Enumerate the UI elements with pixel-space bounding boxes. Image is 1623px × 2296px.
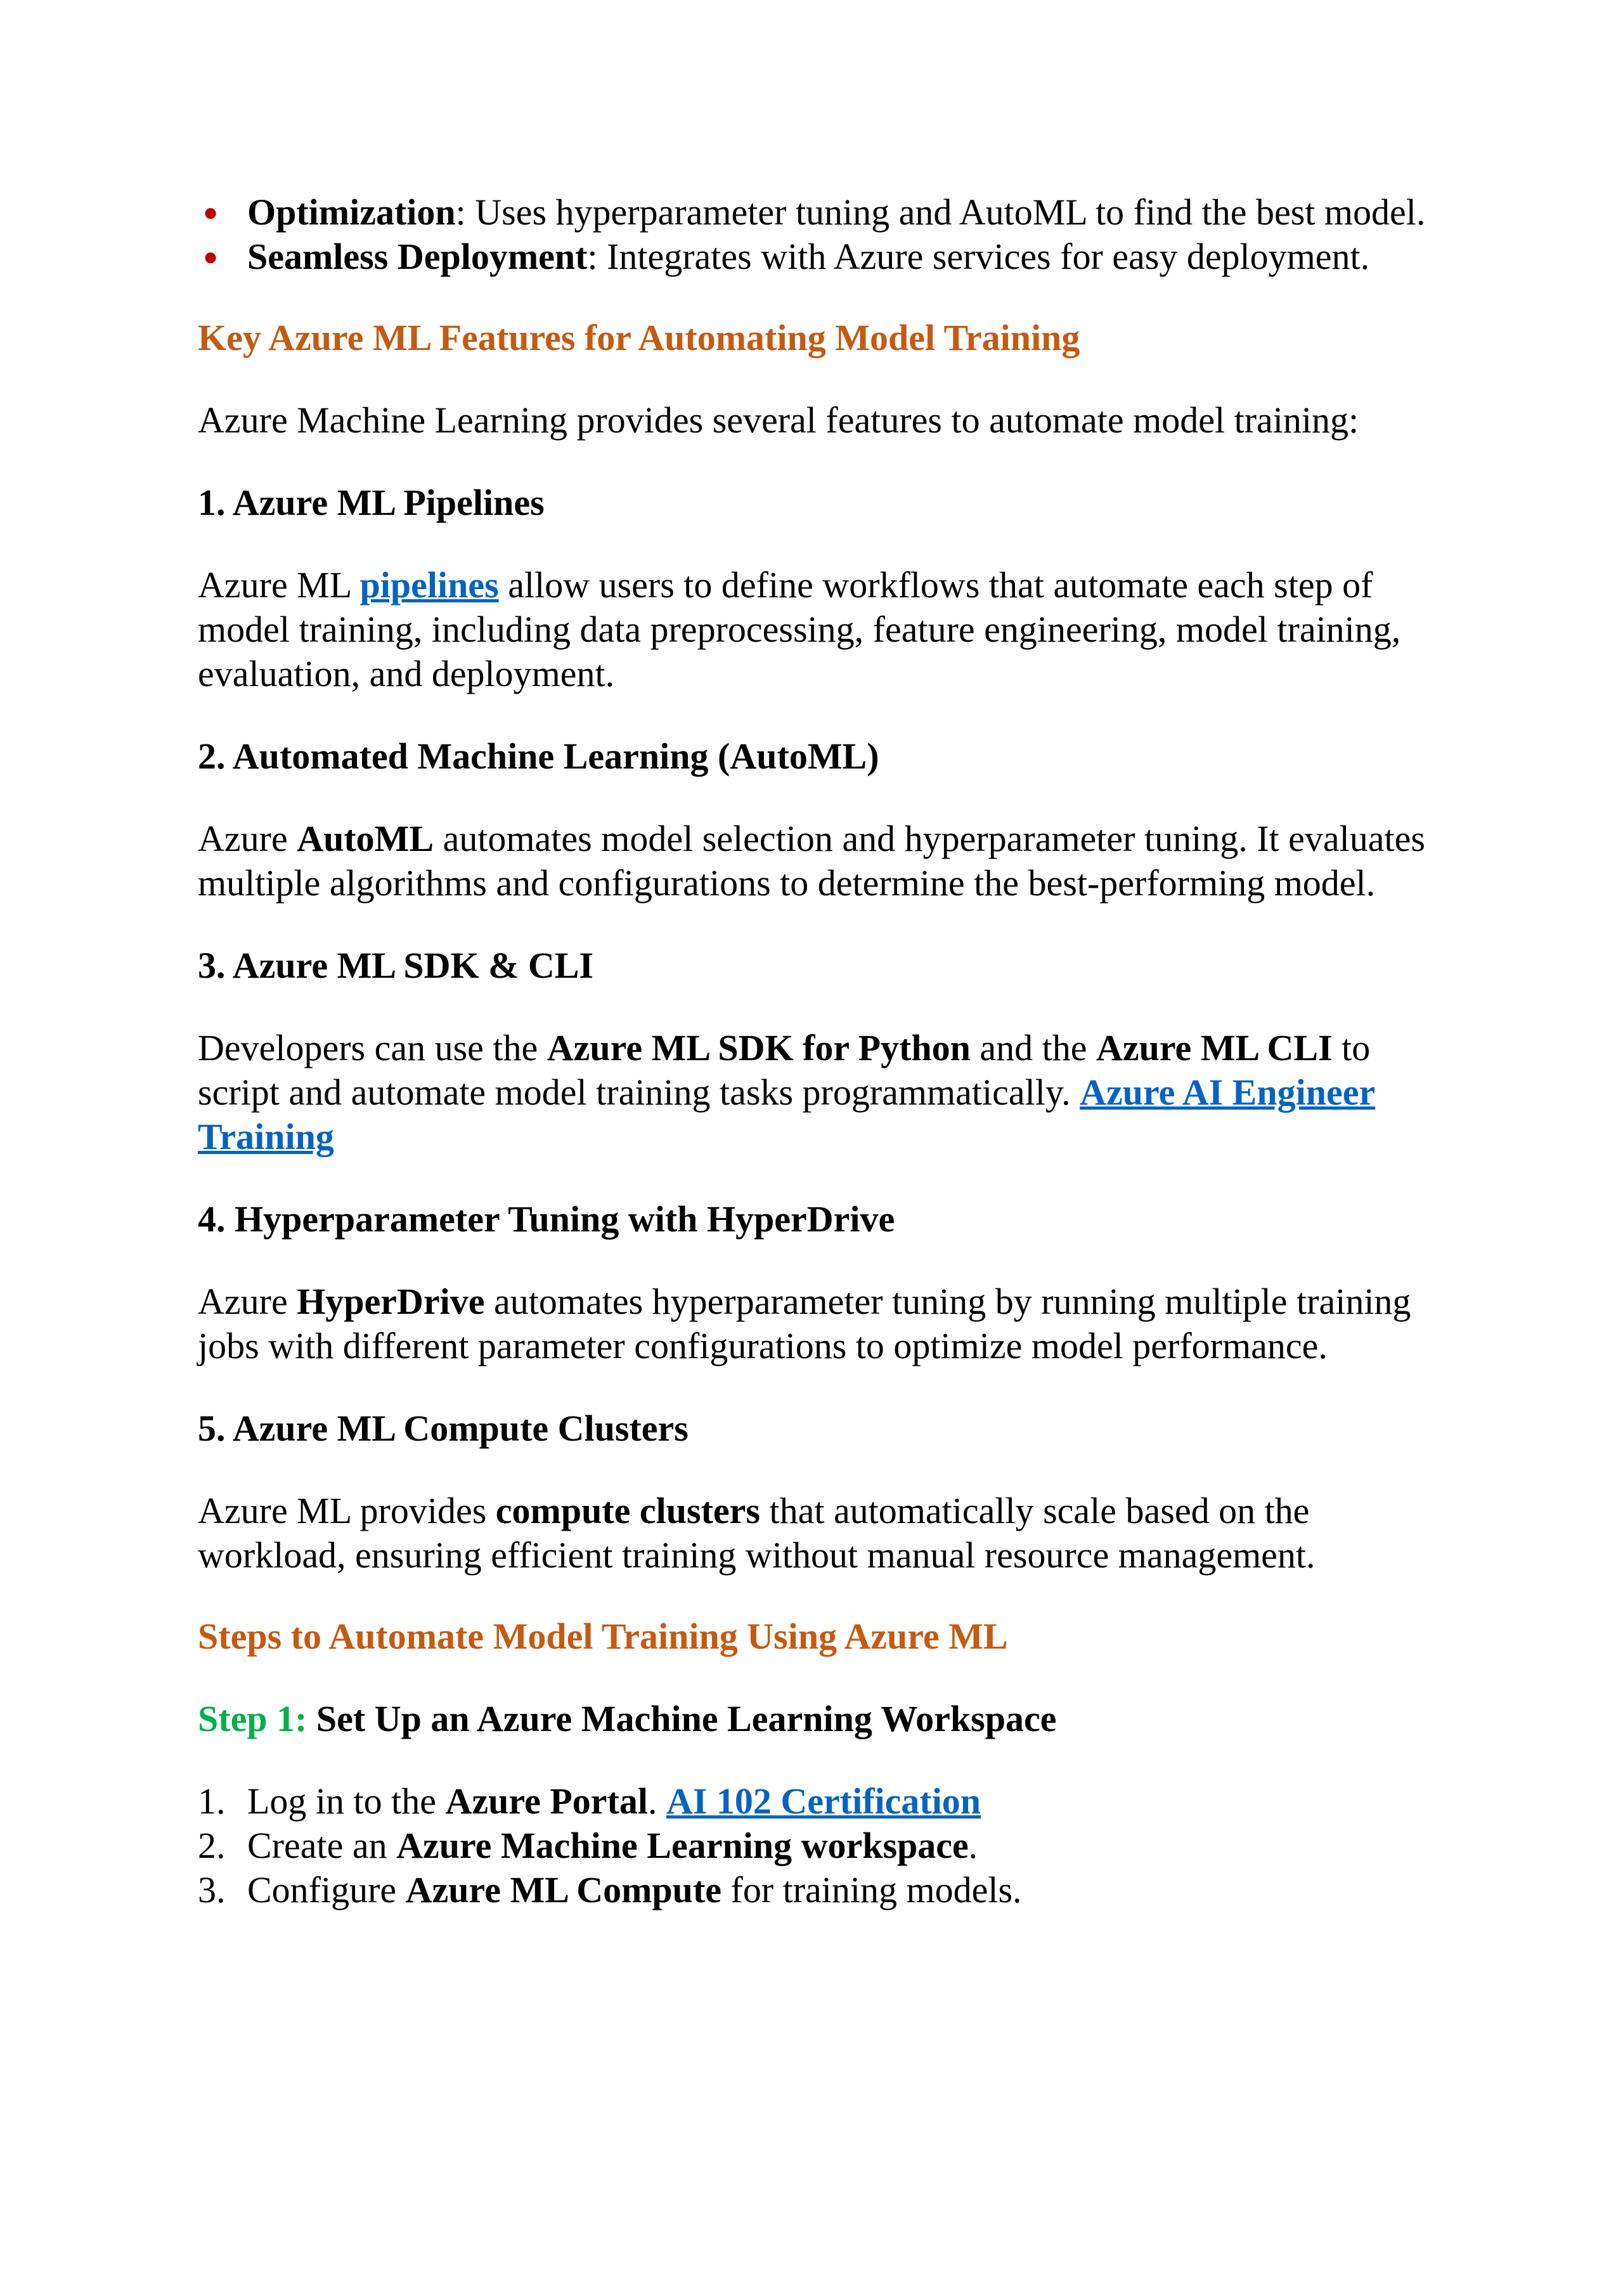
azure-ai-engineer-training-link[interactable]: Azure AI Engineer Training [198, 1072, 1376, 1157]
pipelines-link[interactable]: pipelines [359, 564, 499, 606]
feature-paragraph-automl: Azure AutoML automates model selection and hyperparameter tuning. It evaluates multiple algorithms and configurations to determine the best-performing model. [198, 818, 1425, 904]
ai-102-certification-link[interactable]: AI 102 Certification [666, 1780, 981, 1822]
list-item: ● Seamless Deployment: Integrates with Azure services for easy deployment. [198, 235, 1440, 279]
benefit-list [198, 190, 1440, 279]
list-item: 1. Log in to the Azure Portal. AI 102 Certification [198, 1780, 981, 1822]
document-page [198, 190, 1440, 1912]
feature-heading-sdk-cli: 3. Azure ML SDK & CLI [198, 945, 594, 986]
step-label: Step 1: [198, 1698, 307, 1739]
section-heading-key-features: Key Azure ML Features for Automating Model Training [198, 317, 1080, 358]
bullet-icon: ● [203, 198, 219, 226]
list-item: 3. Configure Azure ML Compute for training models. [198, 1869, 1022, 1910]
bullet-icon: ● [203, 242, 219, 271]
list-item: 2. Create an Azure Machine Learning workspace. [198, 1825, 978, 1866]
step-1-list [198, 1779, 1440, 1912]
feature-paragraph-sdk-cli: Developers can use the Azure ML SDK for Python and the Azure ML CLI to script and automate model training tasks programmatically. Azure AI Engineer Training [198, 1027, 1376, 1157]
section-heading-steps: Steps to Automate Model Training Using Azure ML [198, 1616, 1008, 1657]
feature-paragraph-pipelines: Azure ML pipelines allow users to define workflows that automate each step of model training, including data preprocessing, feature engineering, model training, evaluation, and deployment. [198, 564, 1401, 694]
feature-heading-automl: 2. Automated Machine Learning (AutoML) [198, 736, 879, 777]
intro-paragraph: Azure Machine Learning provides several features to automate model training: [198, 399, 1359, 441]
feature-heading-compute-clusters: 5. Azure ML Compute Clusters [198, 1408, 689, 1449]
feature-heading-hyperdrive: 4. Hyperparameter Tuning with HyperDrive [198, 1198, 895, 1240]
list-item: ● Optimization: Uses hyperparameter tuning and AutoML to find the best model. [198, 190, 1440, 235]
feature-paragraph-hyperdrive: Azure HyperDrive automates hyperparameter tuning by running multiple training jobs with different parameter configurations to optimize model performance. [198, 1281, 1411, 1366]
feature-paragraph-compute-clusters: Azure ML provides compute clusters that automatically scale based on the workload, ensuring efficient training without manual resource management. [198, 1490, 1316, 1576]
feature-heading-pipelines: 1. Azure ML Pipelines [198, 482, 545, 523]
step-1-heading: Step 1: Set Up an Azure Machine Learning Workspace [198, 1698, 1057, 1739]
